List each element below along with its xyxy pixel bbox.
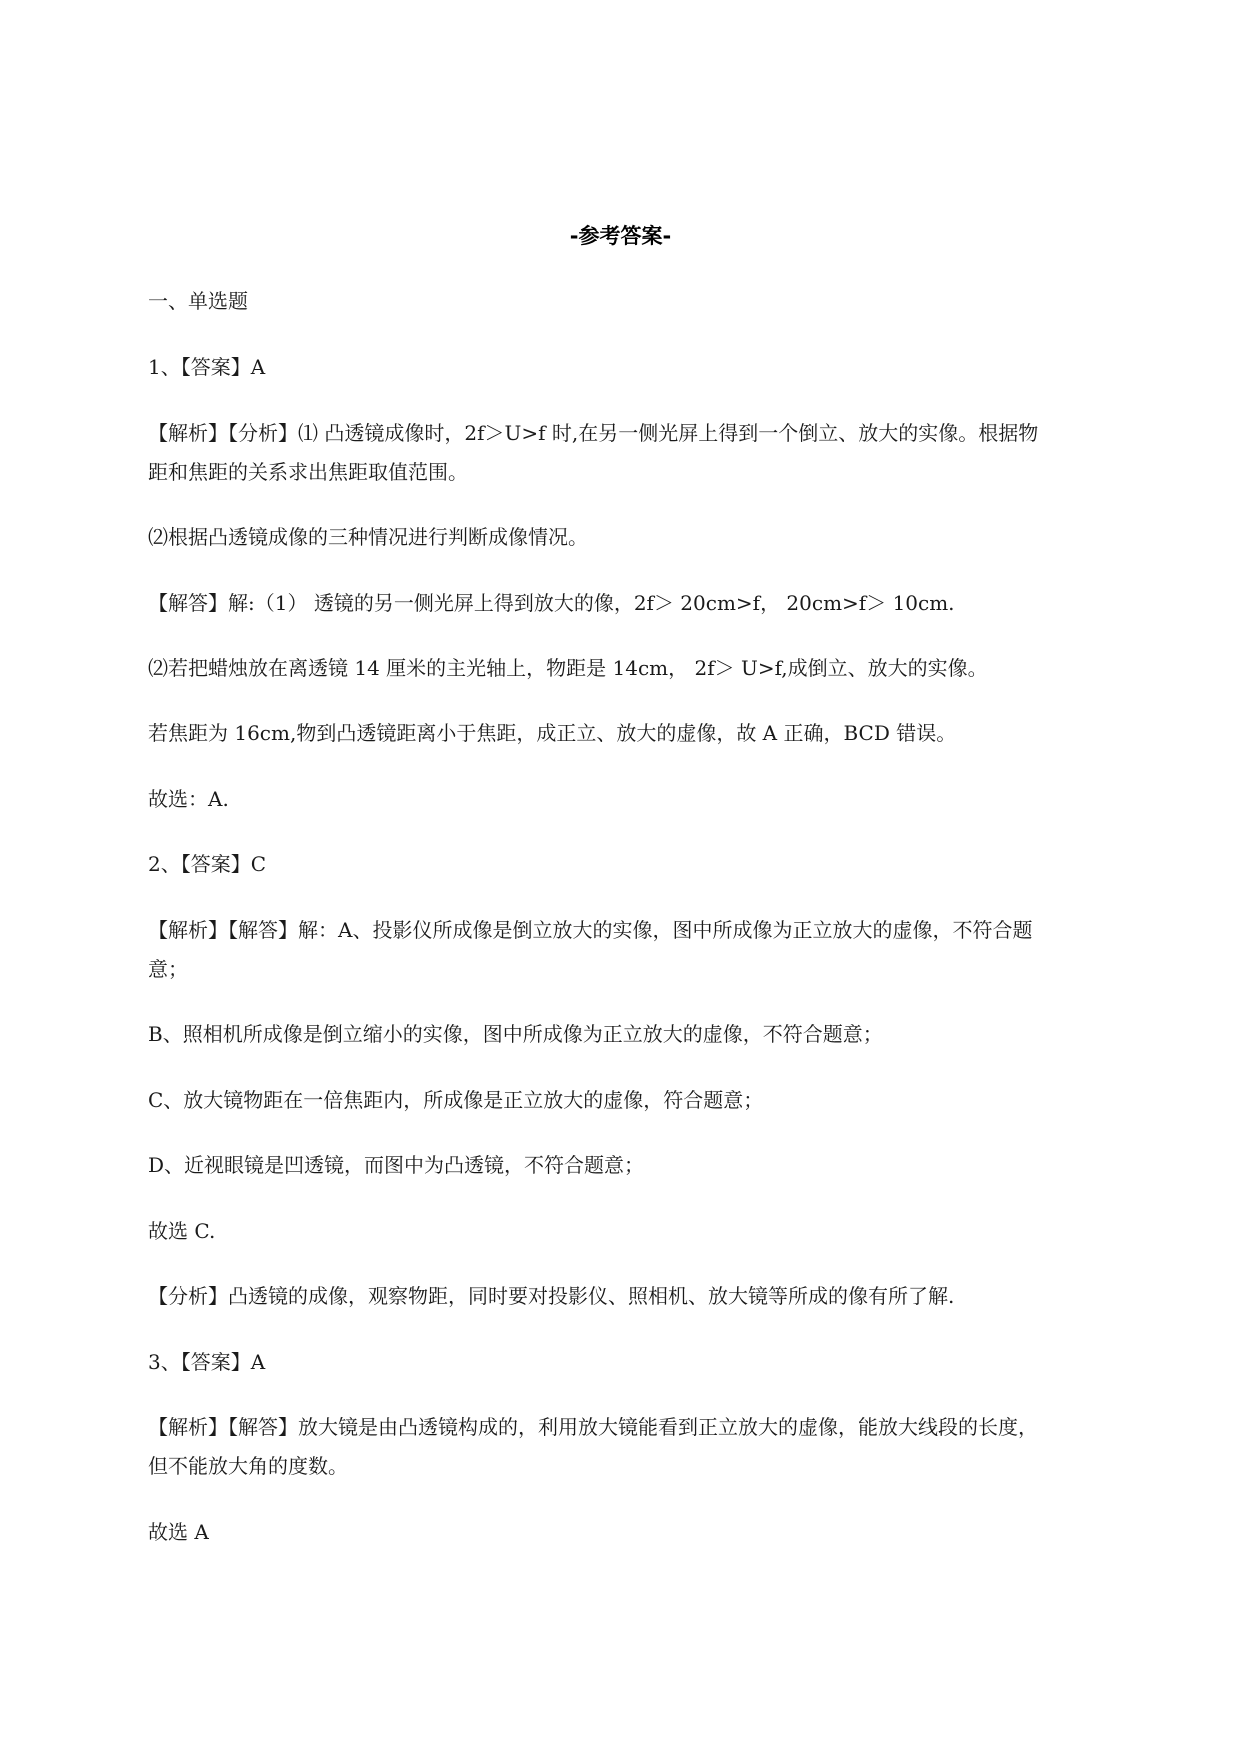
q2-answer: 2、【答案】C	[148, 852, 267, 876]
q2-choice: 故选 C.	[148, 1219, 216, 1243]
q1-analysis-line-3: ⑵根据凸透镜成像的三种情况进行判断成像情况。	[148, 525, 588, 549]
q1-answer: 1、【答案】A	[148, 355, 266, 379]
q1-analysis-line-1: 【解析】【分析】⑴ 凸透镜成像时，2f＞U>f 时,在另一侧光屏上得到一个倒立、放大的实像。根据物	[148, 421, 1039, 445]
q1-analysis-line-2: 距和焦距的关系求出焦距取值范围。	[148, 460, 468, 484]
q3-solution-line-2: 但不能放大角的度数。	[148, 1454, 348, 1478]
q3-answer: 3、【答案】A	[148, 1350, 266, 1374]
q2-option-c: C、放大镜物距在一倍焦距内，所成像是正立放大的虚像，符合题意；	[148, 1088, 764, 1112]
q2-solution-line-1: 【解析】【解答】解：A、投影仪所成像是倒立放大的实像，图中所成像为正立放大的虚像，不符合题	[148, 918, 1033, 942]
q3-solution-line-1: 【解析】【解答】放大镜是由凸透镜构成的，利用放大镜能看到正立放大的虚像，能放大线段的长度，	[148, 1415, 1038, 1439]
q3-choice: 故选 A	[148, 1520, 209, 1544]
q1-choice: 故选：A.	[148, 787, 229, 811]
section-heading: 一、单选题	[148, 289, 248, 313]
q2-option-b: B、照相机所成像是倒立缩小的实像，图中所成像为正立放大的虚像，不符合题意；	[148, 1022, 883, 1046]
q2-option-d: D、近视眼镜是凹透镜，而图中为凸透镜，不符合题意；	[148, 1153, 645, 1177]
q1-solution-line-2: ⑵若把蜡烛放在离透镜 14 厘米的主光轴上，物距是 14cm， 2f＞ U>f,成倒立、放大的实像。	[148, 656, 988, 680]
q1-solution-line-3: 若焦距为 16cm,物到凸透镜距离小于焦距，成正立、放大的虚像，故 A 正确，BCD 错误。	[148, 721, 957, 745]
page-title: -参考答案-	[569, 224, 672, 248]
q2-solution-line-2: 意；	[148, 957, 188, 981]
q2-analysis: 【分析】凸透镜的成像，观察物距，同时要对投影仪、照相机、放大镜等所成的像有所了解.	[148, 1284, 955, 1308]
q1-solution-line-1: 【解答】解:（1） 透镜的另一侧光屏上得到放大的像，2f＞ 20cm>f， 20cm>f＞ 10cm.	[148, 591, 955, 615]
